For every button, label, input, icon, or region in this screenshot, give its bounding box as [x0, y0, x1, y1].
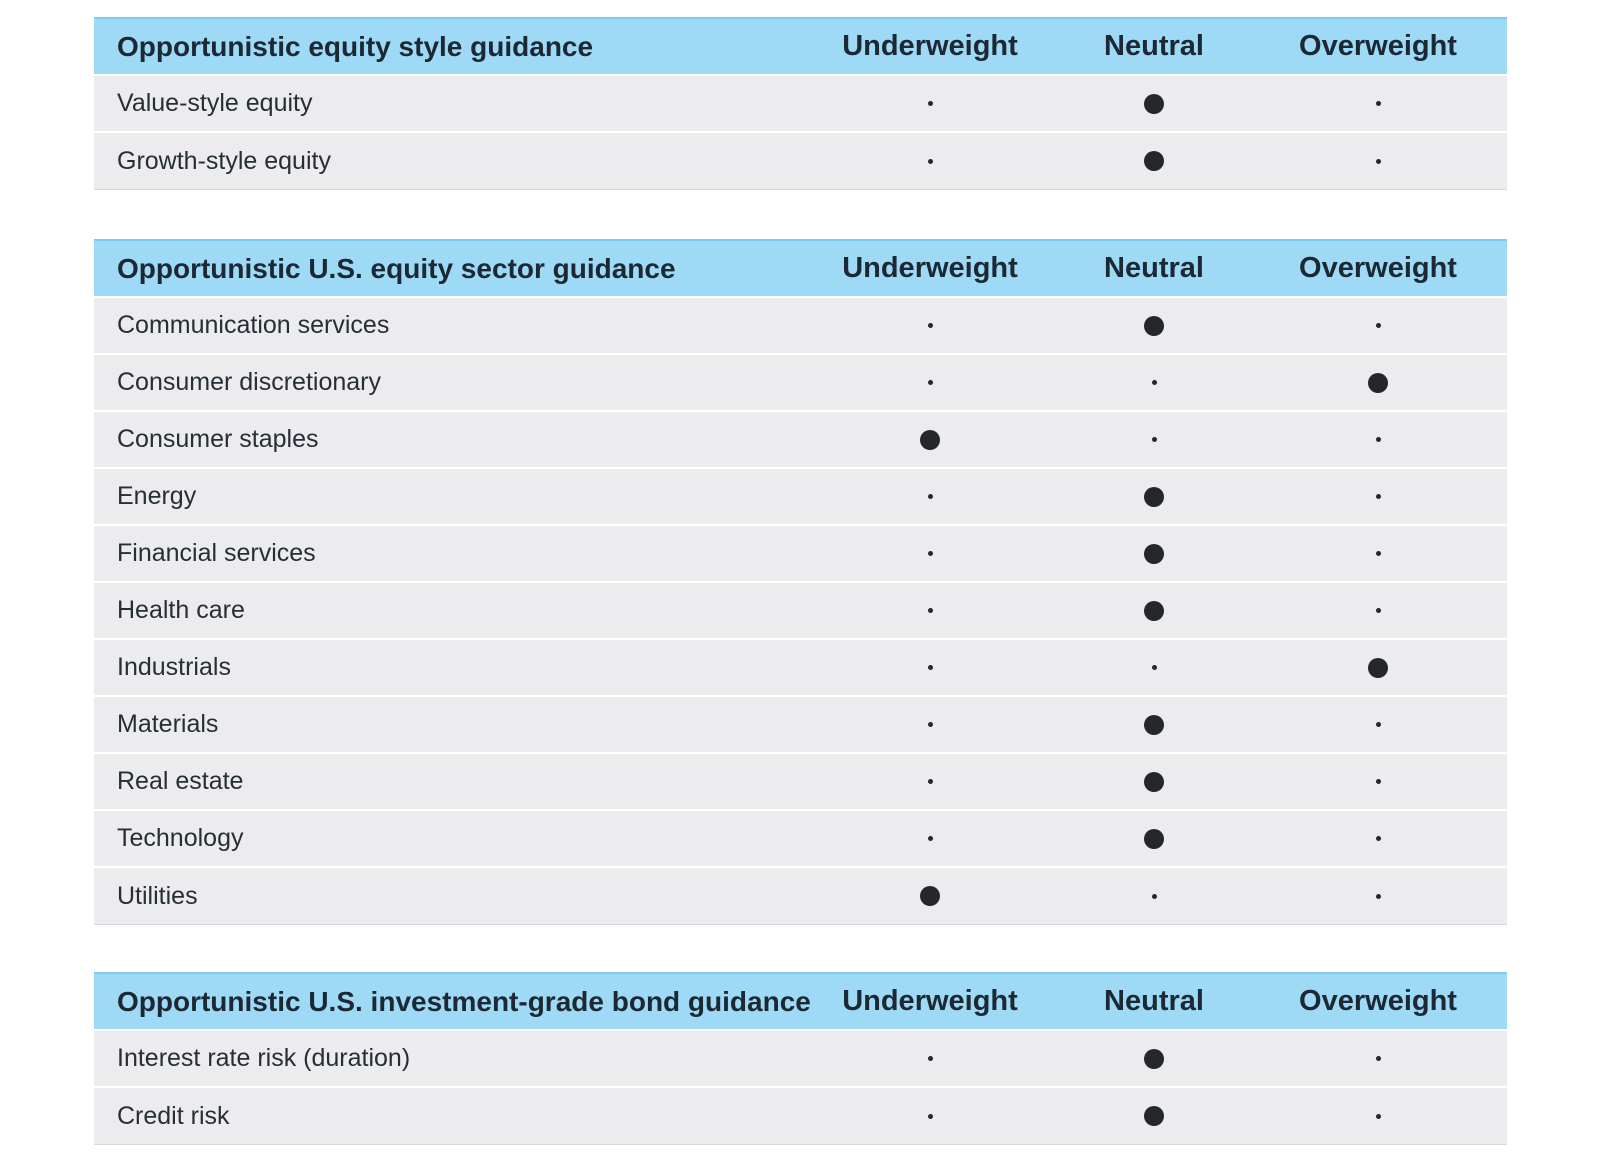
cell-overweight: [1266, 133, 1490, 189]
selected-position-marker: [1144, 715, 1164, 735]
cell-neutral: [1042, 640, 1266, 695]
equity-sector-table: [94, 239, 1507, 925]
table-body: [94, 298, 1507, 925]
table-body: [94, 1031, 1507, 1145]
empty-position-marker: [1152, 665, 1157, 670]
empty-position-marker: [1376, 494, 1381, 499]
empty-position-marker: [1376, 159, 1381, 164]
cell-neutral: [1042, 754, 1266, 809]
cell-underweight: [818, 640, 1042, 695]
table-row: [94, 811, 1507, 868]
table-header: [94, 239, 1507, 298]
column-overweight: Overweight: [1299, 985, 1457, 1017]
cell-overweight: [1266, 640, 1490, 695]
cell-overweight: [1266, 811, 1490, 866]
selected-position-marker: [1144, 316, 1164, 336]
row-label: Consumer staples: [117, 425, 319, 453]
empty-position-marker: [1376, 437, 1381, 442]
cell-overweight: [1266, 355, 1490, 410]
cell-underweight: [818, 697, 1042, 752]
cell-underweight: [818, 754, 1042, 809]
cell-neutral: [1042, 355, 1266, 410]
row-label: Interest rate risk (duration): [117, 1044, 411, 1072]
cell-underweight: [818, 868, 1042, 924]
selected-position-marker: [1144, 1049, 1164, 1069]
table-row: [94, 526, 1507, 583]
column-neutral: Neutral: [1104, 252, 1204, 284]
cell-neutral: [1042, 526, 1266, 581]
table-row: [94, 355, 1507, 412]
table-header: [94, 972, 1507, 1031]
cell-neutral: [1042, 811, 1266, 866]
table-row: [94, 469, 1507, 526]
empty-position-marker: [1376, 1056, 1381, 1061]
cell-overweight: [1266, 1088, 1490, 1144]
cell-underweight: [818, 1088, 1042, 1144]
row-label: Materials: [117, 710, 219, 738]
empty-position-marker: [928, 380, 933, 385]
empty-position-marker: [928, 323, 933, 328]
cell-overweight: [1266, 754, 1490, 809]
empty-position-marker: [1376, 101, 1381, 106]
cell-overweight: [1266, 697, 1490, 752]
table-row: [94, 412, 1507, 469]
bond-guidance-table: [94, 972, 1507, 1145]
cell-neutral: [1042, 133, 1266, 189]
empty-position-marker: [928, 494, 933, 499]
cell-underweight: [818, 355, 1042, 410]
cell-underweight: [818, 412, 1042, 467]
table-row: [94, 76, 1507, 133]
equity-style-table: [94, 17, 1507, 190]
cell-neutral: [1042, 697, 1266, 752]
cell-underweight: [818, 76, 1042, 131]
selected-position-marker: [1144, 772, 1164, 792]
table-row: [94, 868, 1507, 925]
row-label: Health care: [117, 596, 245, 624]
cell-underweight: [818, 526, 1042, 581]
empty-position-marker: [1376, 551, 1381, 556]
table-title: Opportunistic U.S. investment-grade bond guidance: [117, 985, 811, 1017]
column-overweight: Overweight: [1299, 252, 1457, 284]
empty-position-marker: [1376, 1114, 1381, 1119]
column-neutral: Neutral: [1104, 30, 1204, 62]
empty-position-marker: [928, 1114, 933, 1119]
cell-neutral: [1042, 412, 1266, 467]
cell-overweight: [1266, 868, 1490, 924]
selected-position-marker: [1144, 151, 1164, 171]
empty-position-marker: [1152, 437, 1157, 442]
column-underweight: Underweight: [842, 252, 1018, 284]
table-header: [94, 17, 1507, 76]
cell-neutral: [1042, 583, 1266, 638]
empty-position-marker: [1152, 380, 1157, 385]
table-row: [94, 1031, 1507, 1088]
row-label: Industrials: [117, 653, 231, 681]
empty-position-marker: [928, 779, 933, 784]
cell-underweight: [818, 811, 1042, 866]
empty-position-marker: [928, 1056, 933, 1061]
table-title: Opportunistic U.S. equity sector guidance: [117, 252, 676, 284]
empty-position-marker: [1376, 608, 1381, 613]
row-label: Technology: [117, 824, 244, 852]
cell-neutral: [1042, 868, 1266, 924]
row-label: Credit risk: [117, 1101, 230, 1130]
cell-overweight: [1266, 76, 1490, 131]
empty-position-marker: [928, 551, 933, 556]
table-row: [94, 583, 1507, 640]
cell-overweight: [1266, 526, 1490, 581]
table-title: Opportunistic equity style guidance: [117, 30, 594, 62]
table-row: [94, 640, 1507, 697]
table-row: [94, 298, 1507, 355]
cell-neutral: [1042, 1088, 1266, 1144]
row-label: Energy: [117, 482, 197, 510]
cell-overweight: [1266, 298, 1490, 353]
selected-position-marker: [1144, 601, 1164, 621]
row-label: Growth-style equity: [117, 146, 331, 175]
cell-underweight: [818, 469, 1042, 524]
row-label: Communication services: [117, 311, 390, 339]
empty-position-marker: [1376, 836, 1381, 841]
cell-neutral: [1042, 298, 1266, 353]
row-label: Consumer discretionary: [117, 368, 381, 396]
empty-position-marker: [928, 836, 933, 841]
selected-position-marker: [1144, 1106, 1164, 1126]
empty-position-marker: [1376, 323, 1381, 328]
empty-position-marker: [1152, 894, 1157, 899]
cell-overweight: [1266, 583, 1490, 638]
selected-position-marker: [920, 886, 940, 906]
cell-neutral: [1042, 469, 1266, 524]
cell-underweight: [818, 583, 1042, 638]
cell-underweight: [818, 1031, 1042, 1086]
table-row: [94, 1088, 1507, 1145]
empty-position-marker: [1376, 722, 1381, 727]
column-underweight: Underweight: [842, 985, 1018, 1017]
cell-overweight: [1266, 469, 1490, 524]
cell-underweight: [818, 133, 1042, 189]
selected-position-marker: [920, 430, 940, 450]
column-overweight: Overweight: [1299, 30, 1457, 62]
empty-position-marker: [928, 159, 933, 164]
cell-neutral: [1042, 76, 1266, 131]
row-label: Utilities: [117, 881, 198, 910]
selected-position-marker: [1368, 658, 1388, 678]
table-row: [94, 133, 1507, 190]
column-neutral: Neutral: [1104, 985, 1204, 1017]
row-label: Financial services: [117, 539, 316, 567]
row-label: Real estate: [117, 767, 244, 795]
table-row: [94, 697, 1507, 754]
cell-overweight: [1266, 1031, 1490, 1086]
selected-position-marker: [1144, 94, 1164, 114]
selected-position-marker: [1144, 487, 1164, 507]
table-body: [94, 76, 1507, 190]
table-row: [94, 754, 1507, 811]
empty-position-marker: [1376, 894, 1381, 899]
empty-position-marker: [928, 665, 933, 670]
empty-position-marker: [928, 722, 933, 727]
selected-position-marker: [1368, 373, 1388, 393]
empty-position-marker: [928, 101, 933, 106]
column-underweight: Underweight: [842, 30, 1018, 62]
empty-position-marker: [1376, 779, 1381, 784]
cell-underweight: [818, 298, 1042, 353]
empty-position-marker: [928, 608, 933, 613]
cell-neutral: [1042, 1031, 1266, 1086]
selected-position-marker: [1144, 829, 1164, 849]
row-label: Value-style equity: [117, 89, 313, 117]
selected-position-marker: [1144, 544, 1164, 564]
cell-overweight: [1266, 412, 1490, 467]
